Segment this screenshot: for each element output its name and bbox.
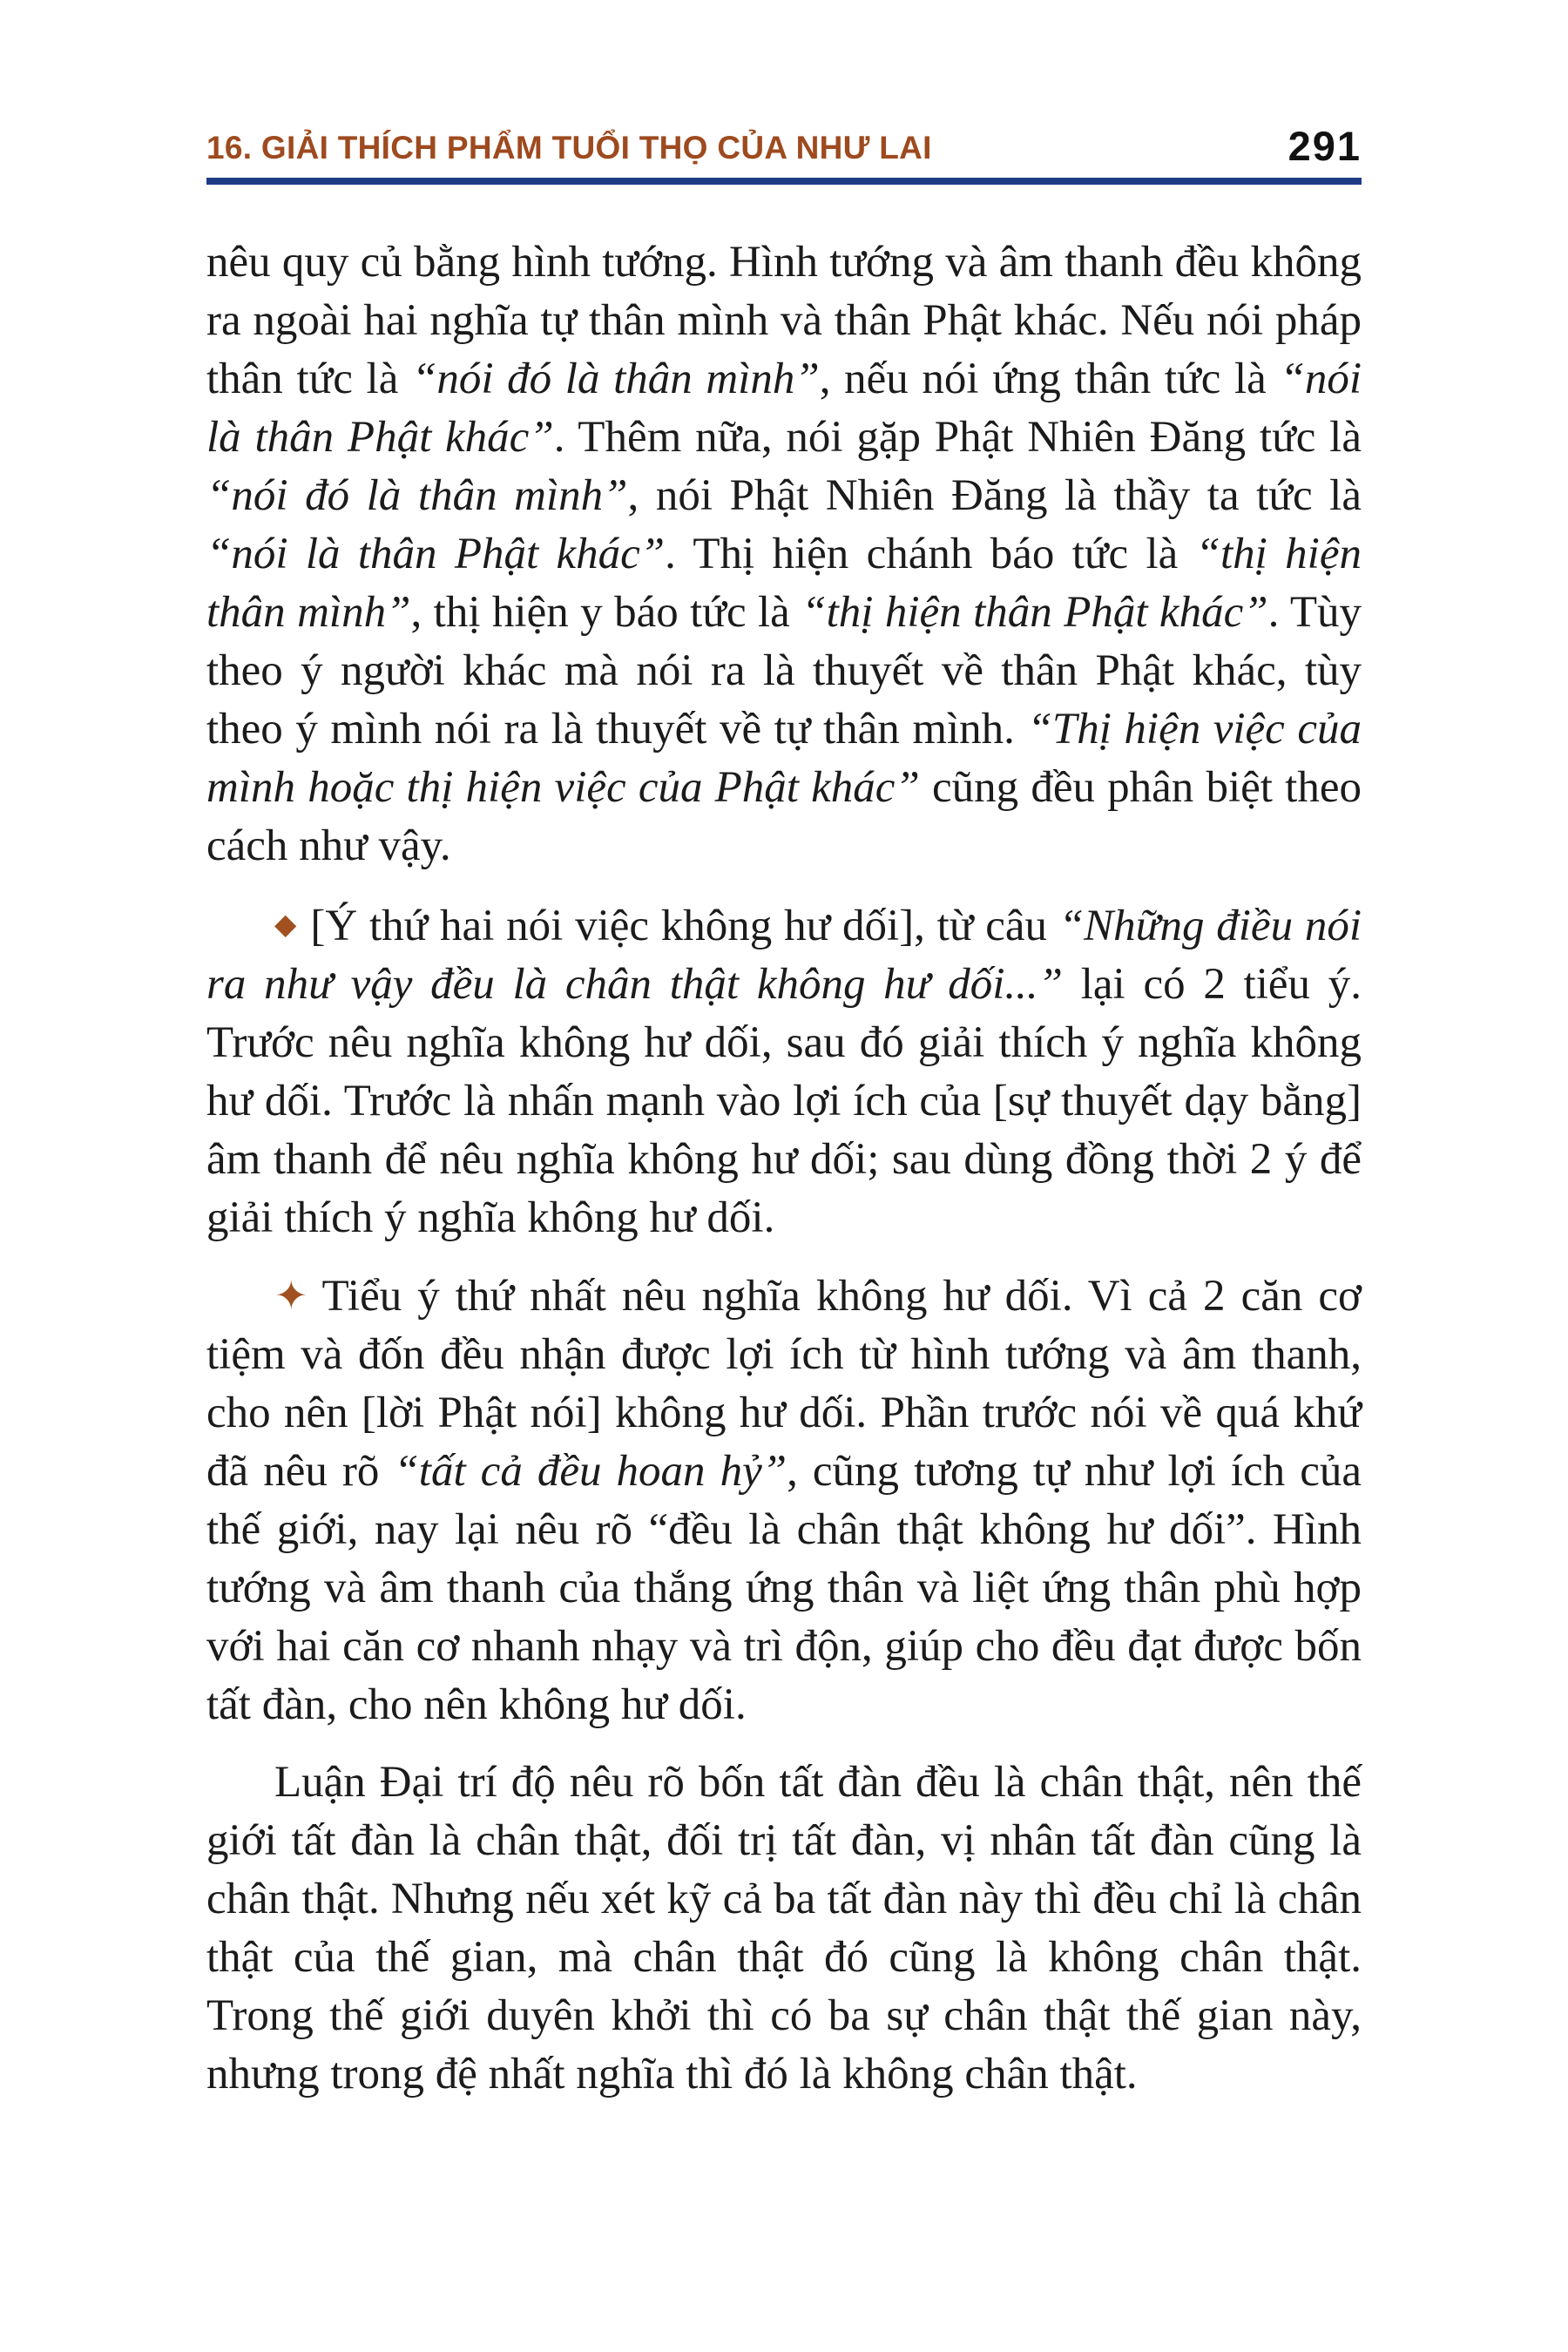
paragraph — [206, 1267, 1362, 1734]
chapter-title: 16. GIẢI THÍCH PHẨM TUỔI THỌ CỦA NHƯ LAI — [206, 129, 932, 166]
text-run: , cũng tương tự như lợi ích của thế giới, nay lại nêu rõ “đều là chân thật không hư dối”. Hình tướng và âm thanh của thắng ứng thân và liệt ứng thân phù hợp với hai căn cơ nhanh nhạy và trì độn, giúp cho đều đạt được bốn tất đàn, cho nên không hư dối. — [206, 1447, 1362, 1729]
text-run: nêu quy củ bằng hình tướng. Hình tướng và âm thanh đều không ra ngoài hai nghĩa tự thân mình và thân Phật khác. Nếu nói pháp thân tức là — [206, 238, 1362, 403]
quoted-italic-text: “thị hiện thân mình” — [206, 530, 1362, 637]
paragraph — [206, 895, 1362, 1247]
quoted-italic-text: “nói là thân Phật khác” — [206, 355, 1362, 462]
quoted-italic-text: “nói đó là thân mình” — [206, 471, 628, 520]
quoted-italic-text: “nói đó là thân mình” — [411, 355, 820, 403]
text-run: . Thị hiện chánh báo tức là — [665, 530, 1196, 578]
text-run: lại có 2 tiểu ý. Trước nêu nghĩa không hư dối, sau đó giải thích ý nghĩa không hư dối. Trước là nhấn mạnh vào lợi ích của [sự thuyết dạy bằng] âm thanh để nêu nghĩa không hư dối; sau dùng đồng thời 2 ý để giải thích ý nghĩa không hư dối. — [206, 960, 1362, 1242]
text-run: . Tùy theo ý người khác mà nói ra là thuyết về thân Phật khác, tùy theo ý mình nói ra là thuyết về tự thân mình. — [206, 588, 1362, 754]
text-run: [Ý thứ hai nói việc không hư dối], từ câu — [310, 902, 1059, 950]
header-row — [206, 123, 1362, 169]
quoted-italic-text: “Những điều nói ra như vậy đều là chân thật không hư dối...” — [206, 902, 1362, 1009]
paragraph — [206, 1754, 1362, 2104]
quoted-italic-text: “Thị hiện việc của mình hoặc thị hiện việc của Phật khác” — [206, 705, 1362, 812]
quoted-italic-text: “tất cả đều hoan hỷ” — [394, 1447, 787, 1496]
quoted-italic-text: “thị hiện thân Phật khác” — [801, 588, 1268, 637]
text-run: , nói Phật Nhiên Đăng là thầy ta tức là — [627, 471, 1362, 520]
quoted-italic-text: “nói là thân Phật khác” — [206, 530, 666, 578]
body-content — [206, 233, 1362, 2123]
text-run: cũng đều phân biệt theo cách như vậy. — [206, 763, 1362, 870]
text-run: Tiểu ý thứ nhất nêu nghĩa không hư dối. Vì cả 2 căn cơ tiệm và đốn đều nhận được lợi ích từ hình tướng và âm thanh, cho nên [lời Phật nói] không hư dối. Phần trước nói về quá khứ đã nêu rõ — [206, 1272, 1362, 1496]
diamond-bullet-icon: ◆ — [274, 907, 297, 941]
page-header — [206, 123, 1362, 185]
text-run: . Thêm nữa, nói gặp Phật Nhiên Đăng tức là — [553, 413, 1362, 462]
text-run: , nếu nói ứng thân tức là — [819, 355, 1281, 403]
page-number: 291 — [1288, 123, 1362, 169]
text-run: Luận Đại trí độ nêu rõ bốn tất đàn đều là chân thật, nên thế giới tất đàn là chân thật, đối trị tất đàn, vị nhân tất đàn cũng là chân thật. Nhưng nếu xét kỹ cả ba tất đàn này thì đều chỉ là chân thật của thế gian, mà chân thật đó cũng là không chân thật. Trong thế giới duyên khởi thì có ba sự chân thật thế gian này, nhưng trong đệ nhất nghĩa thì đó là không chân thật. — [206, 1758, 1362, 2099]
paragraph — [206, 233, 1362, 875]
four-pointed-star-bullet-icon: ✦ — [274, 1272, 308, 1319]
text-run: , thị hiện y báo tức là — [410, 588, 802, 637]
header-rule — [206, 178, 1362, 185]
